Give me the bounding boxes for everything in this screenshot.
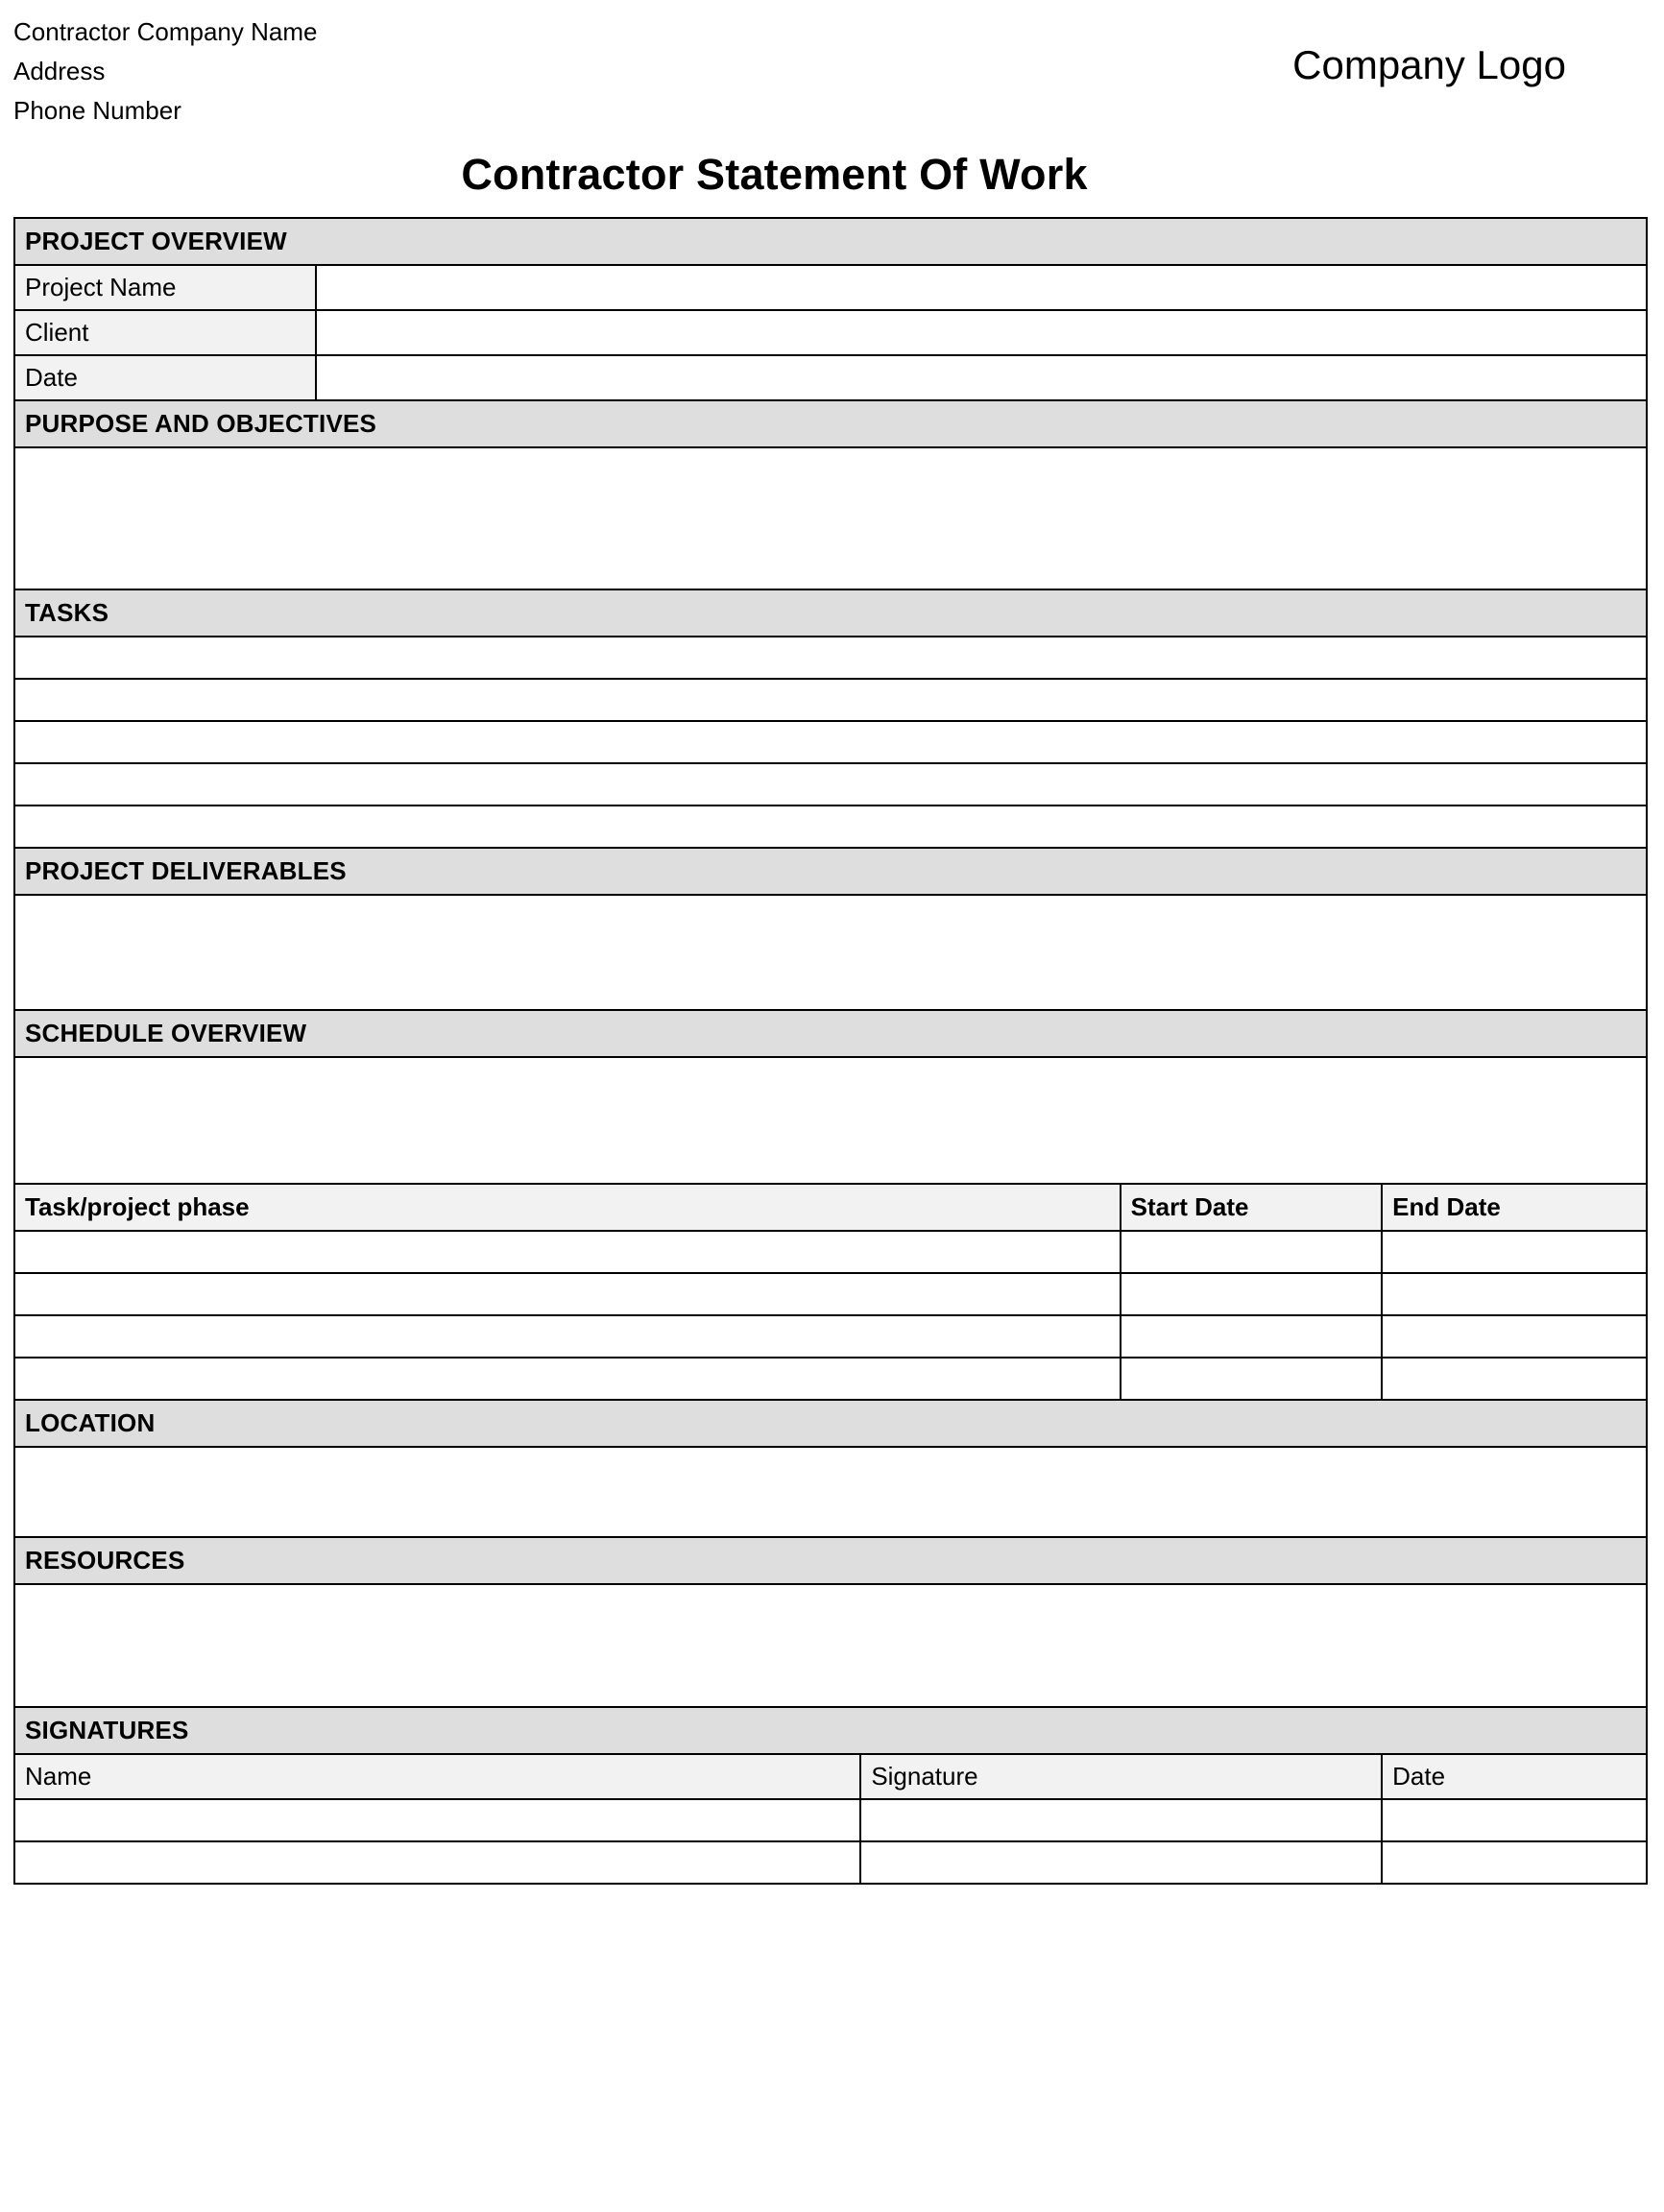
table-row xyxy=(14,1584,1647,1707)
input-task-2[interactable] xyxy=(14,679,1647,721)
table-row xyxy=(14,1057,1647,1184)
input-client[interactable] xyxy=(316,310,1647,355)
section-header-schedule-overview: SCHEDULE OVERVIEW xyxy=(14,1010,1647,1057)
table-row xyxy=(14,589,1647,637)
table-row xyxy=(14,721,1647,763)
input-schedule-start-1[interactable] xyxy=(1121,1231,1383,1273)
input-date[interactable] xyxy=(316,355,1647,400)
table-row xyxy=(14,1358,1647,1400)
table-row xyxy=(14,355,1647,400)
input-task-4[interactable] xyxy=(14,763,1647,805)
section-header-tasks: TASKS xyxy=(14,589,1647,637)
statement-of-work-table xyxy=(13,217,1648,1885)
page-title: Contractor Statement Of Work xyxy=(461,150,1088,199)
table-row xyxy=(14,400,1647,447)
input-resources[interactable] xyxy=(14,1584,1647,1707)
input-task-3[interactable] xyxy=(14,721,1647,763)
company-logo-placeholder: Company Logo xyxy=(1292,42,1566,87)
table-row xyxy=(14,1447,1647,1537)
table-row xyxy=(14,763,1647,805)
input-schedule-start-2[interactable] xyxy=(1121,1273,1383,1315)
table-row xyxy=(14,895,1647,1010)
column-header-task-phase: Task/project phase xyxy=(14,1184,1121,1231)
table-row xyxy=(14,1231,1647,1273)
input-schedule-phase-2[interactable] xyxy=(14,1273,1121,1315)
input-signature-date-1[interactable] xyxy=(1382,1799,1647,1841)
section-header-purpose-and-objectives: PURPOSE AND OBJECTIVES xyxy=(14,400,1647,447)
table-row xyxy=(14,1315,1647,1358)
table-row xyxy=(14,310,1647,355)
table-row xyxy=(14,1400,1647,1447)
input-schedule-start-4[interactable] xyxy=(1121,1358,1383,1400)
input-task-5[interactable] xyxy=(14,805,1647,848)
input-signature-name-1[interactable] xyxy=(14,1799,860,1841)
table-row xyxy=(14,447,1647,589)
column-header-end-date: End Date xyxy=(1382,1184,1647,1231)
input-schedule-phase-3[interactable] xyxy=(14,1315,1121,1358)
company-name: Contractor Company Name xyxy=(13,17,318,46)
table-row xyxy=(14,265,1647,310)
input-schedule-end-1[interactable] xyxy=(1382,1231,1647,1273)
table-row xyxy=(14,1184,1647,1231)
input-schedule-start-3[interactable] xyxy=(1121,1315,1383,1358)
column-header-start-date: Start Date xyxy=(1121,1184,1383,1231)
input-location[interactable] xyxy=(14,1447,1647,1537)
section-header-project-overview: PROJECT OVERVIEW xyxy=(14,218,1647,265)
input-project-deliverables[interactable] xyxy=(14,895,1647,1010)
document-header xyxy=(0,13,1664,125)
table-row xyxy=(14,1537,1647,1584)
input-signature-2[interactable] xyxy=(860,1841,1382,1884)
table-row xyxy=(14,1754,1647,1799)
column-header-signature: Signature xyxy=(860,1754,1382,1799)
column-header-signature-date: Date xyxy=(1382,1754,1647,1799)
input-schedule-notes[interactable] xyxy=(14,1057,1647,1184)
section-header-resources: RESOURCES xyxy=(14,1537,1647,1584)
input-signature-1[interactable] xyxy=(860,1799,1382,1841)
input-schedule-phase-1[interactable] xyxy=(14,1231,1121,1273)
table-row xyxy=(14,218,1647,265)
table-row xyxy=(14,1273,1647,1315)
input-schedule-phase-4[interactable] xyxy=(14,1358,1121,1400)
label-project-name: Project Name xyxy=(14,265,316,310)
input-signature-name-2[interactable] xyxy=(14,1841,860,1884)
input-schedule-end-4[interactable] xyxy=(1382,1358,1647,1400)
label-client: Client xyxy=(14,310,316,355)
section-header-signatures: SIGNATURES xyxy=(14,1707,1647,1754)
table-row xyxy=(14,637,1647,679)
section-header-project-deliverables: PROJECT DELIVERABLES xyxy=(14,848,1647,895)
table-row xyxy=(14,805,1647,848)
input-schedule-end-3[interactable] xyxy=(1382,1315,1647,1358)
table-row xyxy=(14,1799,1647,1841)
company-address: Address xyxy=(13,57,106,85)
table-row xyxy=(14,848,1647,895)
input-signature-date-2[interactable] xyxy=(1382,1841,1647,1884)
input-schedule-end-2[interactable] xyxy=(1382,1273,1647,1315)
input-task-1[interactable] xyxy=(14,637,1647,679)
table-row xyxy=(14,1010,1647,1057)
section-header-location: LOCATION xyxy=(14,1400,1647,1447)
table-row xyxy=(14,1707,1647,1754)
table-row xyxy=(14,1841,1647,1884)
column-header-name: Name xyxy=(14,1754,860,1799)
input-purpose-and-objectives[interactable] xyxy=(14,447,1647,589)
label-date: Date xyxy=(14,355,316,400)
table-row xyxy=(14,679,1647,721)
company-info-block xyxy=(13,13,317,125)
company-phone: Phone Number xyxy=(13,96,181,125)
input-project-name[interactable] xyxy=(316,265,1647,310)
